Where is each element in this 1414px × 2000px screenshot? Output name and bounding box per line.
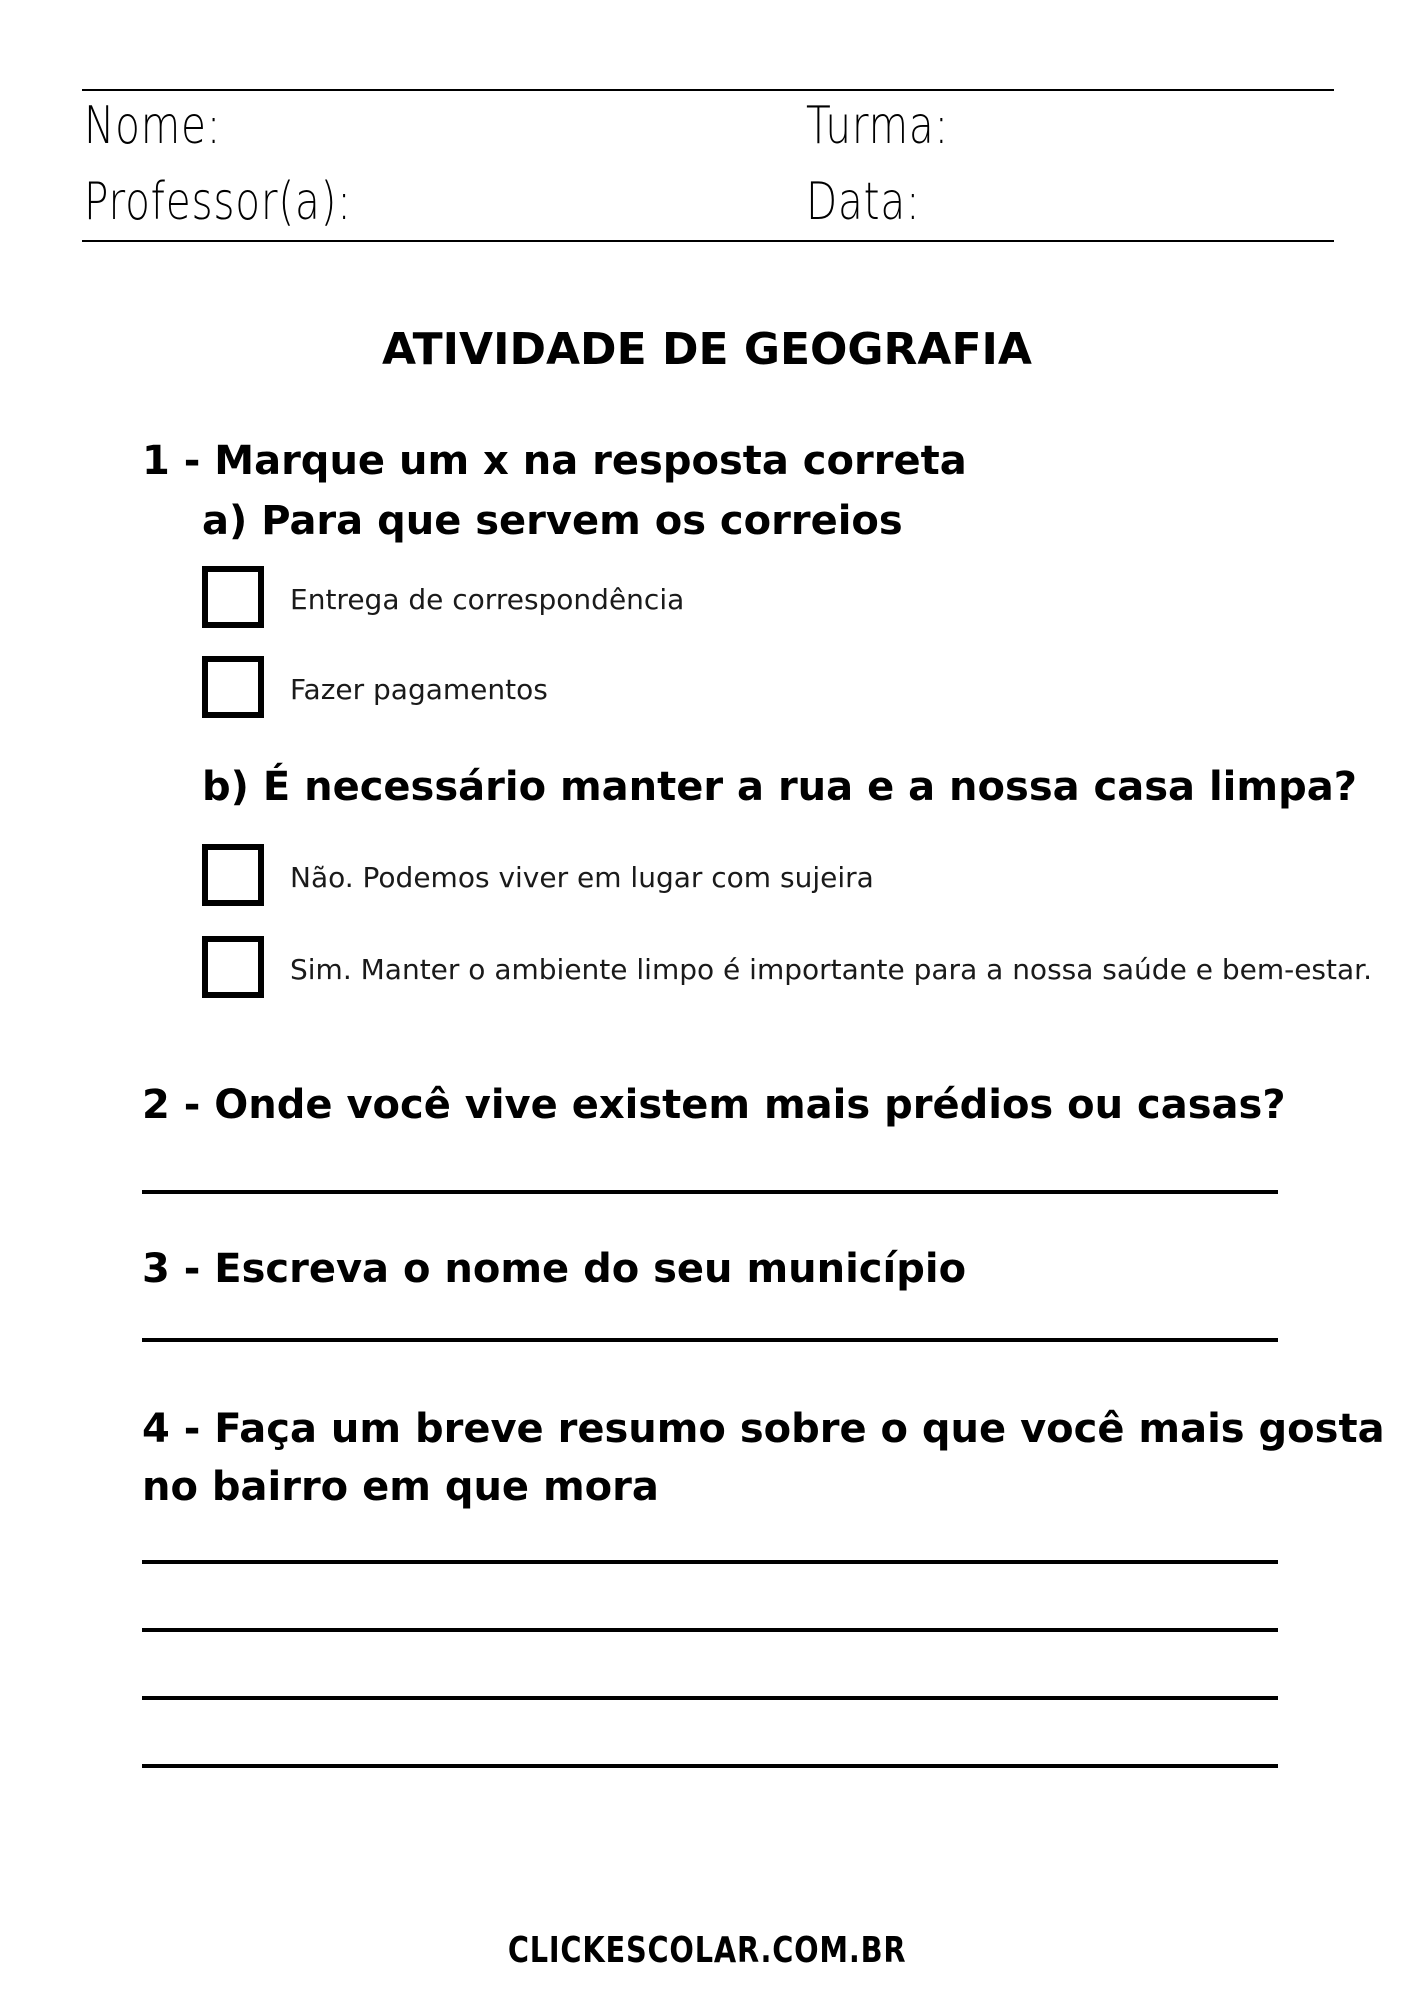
option-1b-2-label: Sim. Manter o ambiente limpo é importante para a nossa saúde e bem-estar.: [290, 953, 1372, 986]
option-1b-1-label: Não. Podemos viver em lugar com sujeira: [290, 861, 874, 894]
question-3: 3 - Escreva o nome do seu município: [142, 1246, 967, 1292]
checkbox-1a-option-1[interactable]: [202, 566, 264, 628]
option-1a-1-label: Entrega de correspondência: [290, 583, 685, 616]
question-4-line-2: no bairro em que mora: [142, 1464, 659, 1510]
answer-line-q3[interactable]: [142, 1338, 1278, 1342]
question-4-line-1: 4 - Faça um breve resumo sobre o que você mais gosta: [142, 1406, 1385, 1452]
footer-site-text: CLICKESCOLAR.COM.BR: [507, 1930, 907, 1971]
header-top-rule: [82, 89, 1334, 91]
answer-line-q4-4[interactable]: [142, 1764, 1278, 1768]
footer-site: [0, 1930, 1414, 1971]
answer-line-q4-3[interactable]: [142, 1696, 1278, 1700]
header-bottom-rule: [82, 240, 1334, 242]
answer-line-q4-2[interactable]: [142, 1628, 1278, 1632]
answer-line-q2[interactable]: [142, 1190, 1278, 1194]
checkbox-1b-option-2[interactable]: [202, 936, 264, 998]
question-1: 1 - Marque um x na resposta correta: [142, 438, 967, 484]
teacher-label: Professor(a):: [84, 172, 352, 232]
checkbox-1a-option-2[interactable]: [202, 656, 264, 718]
checkbox-1b-option-1[interactable]: [202, 844, 264, 906]
date-label: Data:: [806, 172, 921, 232]
option-1a-2-label: Fazer pagamentos: [290, 673, 548, 706]
page-title: ATIVIDADE DE GEOGRAFIA: [382, 324, 1032, 375]
class-label: Turma:: [806, 96, 949, 156]
name-label: Nome:: [84, 96, 222, 156]
question-2: 2 - Onde você vive existem mais prédios ou casas?: [142, 1082, 1286, 1128]
question-1a: a) Para que servem os correios: [202, 498, 903, 544]
answer-line-q4-1[interactable]: [142, 1560, 1278, 1564]
question-1b: b) É necessário manter a rua e a nossa casa limpa?: [202, 764, 1357, 810]
